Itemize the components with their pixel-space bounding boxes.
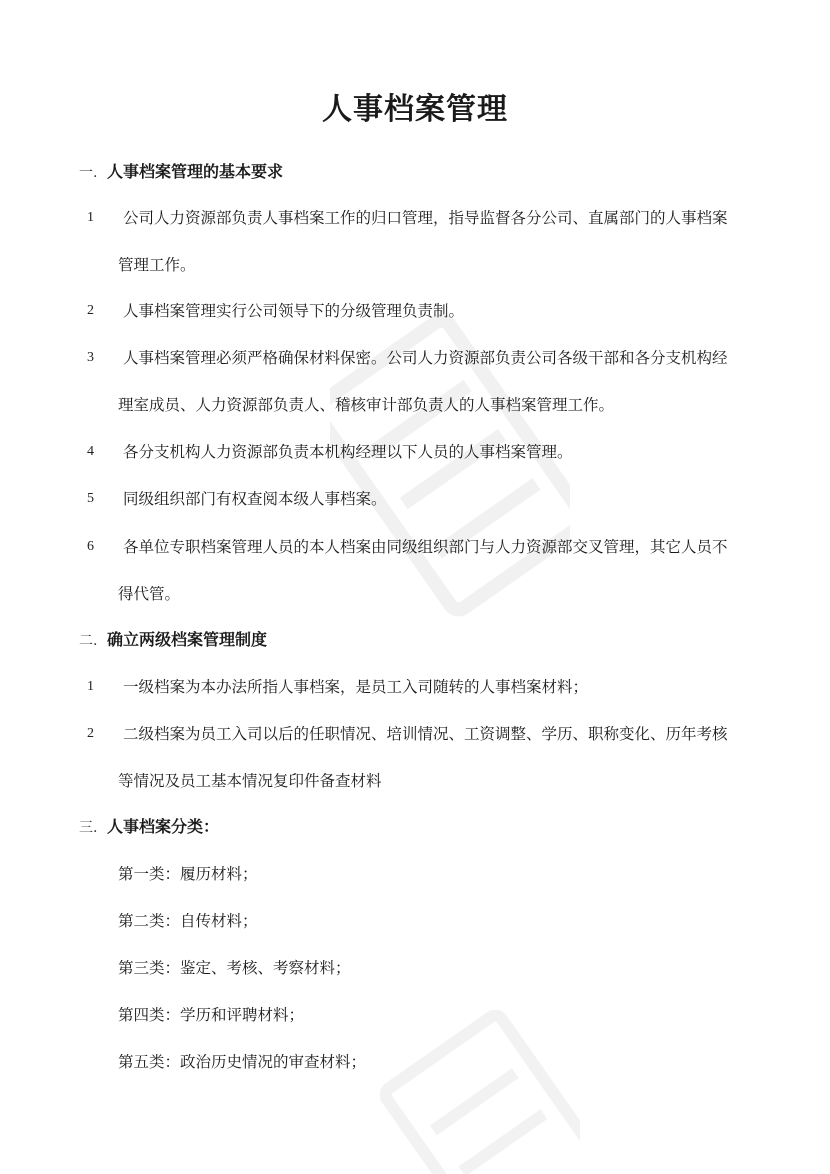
item-text-cont: 理室成员、人力资源部负责人、稽核审计部负责人的人事档案管理工作。 [118,396,615,414]
category-item: 第四类：学历和评聘材料； [118,1006,305,1024]
item-text: 人事档案管理必须严格确保材料保密。公司人力资源部负责公司各级干部和各分支机构经 [123,349,728,367]
item-text: 各单位专职档案管理人员的本人档案由同级组织部门与人力资源部交叉管理，其它人员不 [123,538,728,556]
section-heading-3 [79,815,219,840]
section-number: 三. [79,820,98,836]
section-heading-2 [79,628,267,653]
category-item: 第一类：履历材料； [118,865,258,883]
section-heading-1 [79,160,283,185]
item-text: 各分支机构人力资源部负责本机构经理以下人员的人事档案管理。 [123,443,573,461]
section-number: 二. [79,633,98,649]
watermark-icon-lower [380,1010,580,1174]
item-number: 3 [87,350,94,365]
document-title: 人事档案管理 [322,92,508,127]
item-number: 2 [87,726,94,741]
item-text: 公司人力资源部负责人事档案工作的归口管理，指导监督各分公司、直属部门的人事档案 [123,209,728,227]
section-heading-text: 确立两级档案管理制度 [107,630,268,649]
item-text: 人事档案管理实行公司领导下的分级管理负责制。 [123,302,465,320]
item-number: 5 [87,491,94,506]
category-item: 第二类：自传材料； [118,912,258,930]
item-number: 4 [87,444,94,459]
item-text: 二级档案为员工入司以后的任职情况、培训情况、工资调整、学历、职称变化、历年考核 [123,725,728,743]
item-text-cont: 得代管。 [118,585,181,603]
item-text-cont: 管理工作。 [118,256,196,274]
category-item: 第五类：政治历史情况的审查材料； [118,1053,367,1071]
item-number: 1 [87,679,94,694]
item-text: 一级档案为本办法所指人事档案，是员工入司随转的人事档案材料； [123,678,589,696]
item-number: 6 [87,539,94,554]
section-heading-text: 人事档案管理的基本要求 [107,162,284,181]
item-number: 2 [87,303,94,318]
category-item: 第三类：鉴定、考核、考察材料； [118,959,351,977]
item-number: 1 [87,210,94,225]
item-text-cont: 等情况及员工基本情况复印件备查材料 [118,772,382,790]
item-text: 同级组织部门有权查阅本级人事档案。 [123,490,387,508]
section-heading-text: 人事档案分类： [107,817,220,836]
section-number: 一. [79,165,98,181]
